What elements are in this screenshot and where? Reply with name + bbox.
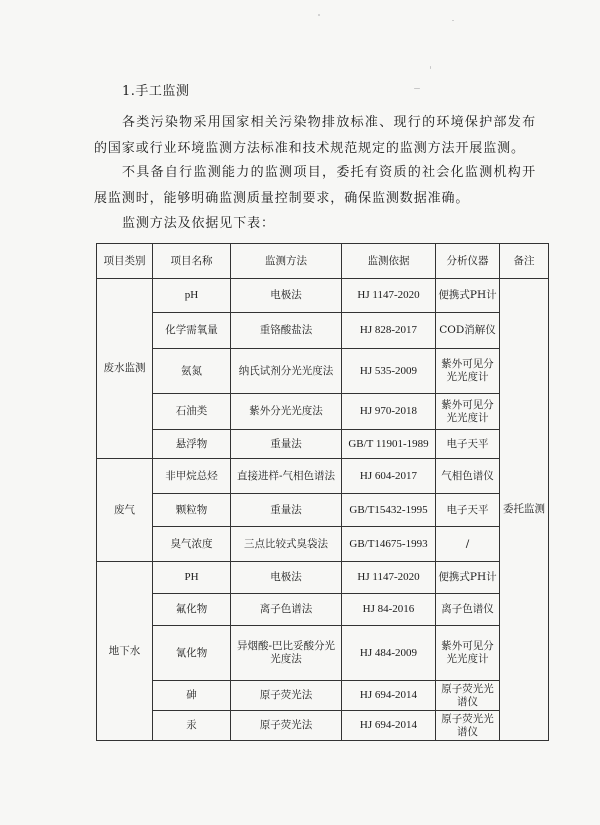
scan-speck	[318, 14, 320, 16]
item-name-cell: 汞	[153, 711, 231, 741]
table-row	[97, 594, 549, 626]
header-cell-item: 项目名称	[153, 244, 231, 279]
instrument-cell: 原子荧光光谱仪	[436, 711, 500, 741]
basis-cell: HJ 1147-2020	[342, 279, 436, 313]
category-cell-wastewater: 废水监测	[97, 279, 153, 459]
basis-cell: GB/T14675-1993	[342, 527, 436, 562]
item-name-cell: 颗粒物	[153, 494, 231, 527]
paragraph-methods: 各类污染物采用国家相关污染物排放标准、现行的环境保护部发布的国家或行业环境监测方法标准和技术规范规定的监测方法开展监测。	[94, 115, 536, 156]
table-row	[97, 430, 549, 459]
scan-speck	[452, 20, 454, 21]
table-header-row	[97, 244, 549, 279]
item-name-cell: 砷	[153, 681, 231, 711]
method-cell: 紫外分光光度法	[231, 394, 342, 430]
table-row	[97, 494, 549, 527]
instrument-cell: 便携式PH计	[436, 279, 500, 313]
header-cell-remark: 备注	[500, 244, 549, 279]
method-cell: 重铬酸盐法	[231, 313, 342, 349]
scan-speck	[430, 66, 431, 69]
table-row	[97, 562, 549, 594]
paragraph-outsourcing: 不具备自行监测能力的监测项目，委托有资质的社会化监测机构开展监测时，能够明确监测质量控制要求，确保监测数据准确。	[94, 165, 536, 206]
basis-cell: HJ 484-2009	[342, 626, 436, 681]
table-row	[97, 279, 549, 313]
instrument-cell: 电子天平	[436, 494, 500, 527]
basis-cell: HJ 694-2014	[342, 681, 436, 711]
instrument-cell: 离子色谱仪	[436, 594, 500, 626]
basis-cell: HJ 604-2017	[342, 459, 436, 494]
scan-speck	[414, 88, 420, 89]
method-cell: 异烟酸-巴比妥酸分光光度法	[231, 626, 342, 681]
method-cell: 电极法	[231, 562, 342, 594]
header-cell-category: 项目类别	[97, 244, 153, 279]
basis-cell: HJ 1147-2020	[342, 562, 436, 594]
method-cell: 三点比较式臭袋法	[231, 527, 342, 562]
instrument-cell: /	[436, 527, 500, 562]
item-name-cell: 非甲烷总烃	[153, 459, 231, 494]
instrument-cell: COD消解仪	[436, 313, 500, 349]
method-cell: 原子荧光法	[231, 711, 342, 741]
section-heading: 1.手工监测	[122, 84, 190, 99]
method-cell: 原子荧光法	[231, 681, 342, 711]
table-row	[97, 313, 549, 349]
table-row	[97, 527, 549, 562]
instrument-cell: 便携式PH计	[436, 562, 500, 594]
item-name-cell: 氰化物	[153, 626, 231, 681]
method-cell: 电极法	[231, 279, 342, 313]
item-name-cell: 氟化物	[153, 594, 231, 626]
paragraph-table-intro: 监测方法及依据见下表：	[122, 216, 275, 231]
method-cell: 重量法	[231, 494, 342, 527]
category-cell-groundwater: 地下水	[97, 562, 153, 741]
item-name-cell: 石油类	[153, 394, 231, 430]
header-cell-instrument: 分析仪器	[436, 244, 500, 279]
instrument-cell: 气相色谱仪	[436, 459, 500, 494]
monitoring-methods-table	[96, 243, 549, 741]
table-row	[97, 459, 549, 494]
instrument-cell: 电子天平	[436, 430, 500, 459]
instrument-cell: 紫外可见分光光度计	[436, 394, 500, 430]
table-row	[97, 349, 549, 394]
category-cell-exhaust: 废气	[97, 459, 153, 562]
method-cell: 纳氏试剂分光光度法	[231, 349, 342, 394]
basis-cell: HJ 535-2009	[342, 349, 436, 394]
instrument-cell: 紫外可见分光光度计	[436, 626, 500, 681]
header-cell-method: 监测方法	[231, 244, 342, 279]
item-name-cell: 化学需氧量	[153, 313, 231, 349]
table-row	[97, 394, 549, 430]
item-name-cell: 臭气浓度	[153, 527, 231, 562]
method-cell: 离子色谱法	[231, 594, 342, 626]
table-row	[97, 626, 549, 681]
basis-cell: GB/T15432-1995	[342, 494, 436, 527]
basis-cell: HJ 970-2018	[342, 394, 436, 430]
instrument-cell: 紫外可见分光光度计	[436, 349, 500, 394]
method-cell: 直接进样-气相色谱法	[231, 459, 342, 494]
basis-cell: HJ 694-2014	[342, 711, 436, 741]
item-name-cell: 悬浮物	[153, 430, 231, 459]
header-cell-basis: 监测依据	[342, 244, 436, 279]
remark-cell: 委托监测	[500, 279, 549, 741]
basis-cell: GB/T 11901-1989	[342, 430, 436, 459]
basis-cell: HJ 828-2017	[342, 313, 436, 349]
basis-cell: HJ 84-2016	[342, 594, 436, 626]
item-name-cell: pH	[153, 279, 231, 313]
table-row	[97, 711, 549, 741]
instrument-cell: 原子荧光光谱仪	[436, 681, 500, 711]
item-name-cell: PH	[153, 562, 231, 594]
method-cell: 重量法	[231, 430, 342, 459]
item-name-cell: 氨氮	[153, 349, 231, 394]
table-row	[97, 681, 549, 711]
